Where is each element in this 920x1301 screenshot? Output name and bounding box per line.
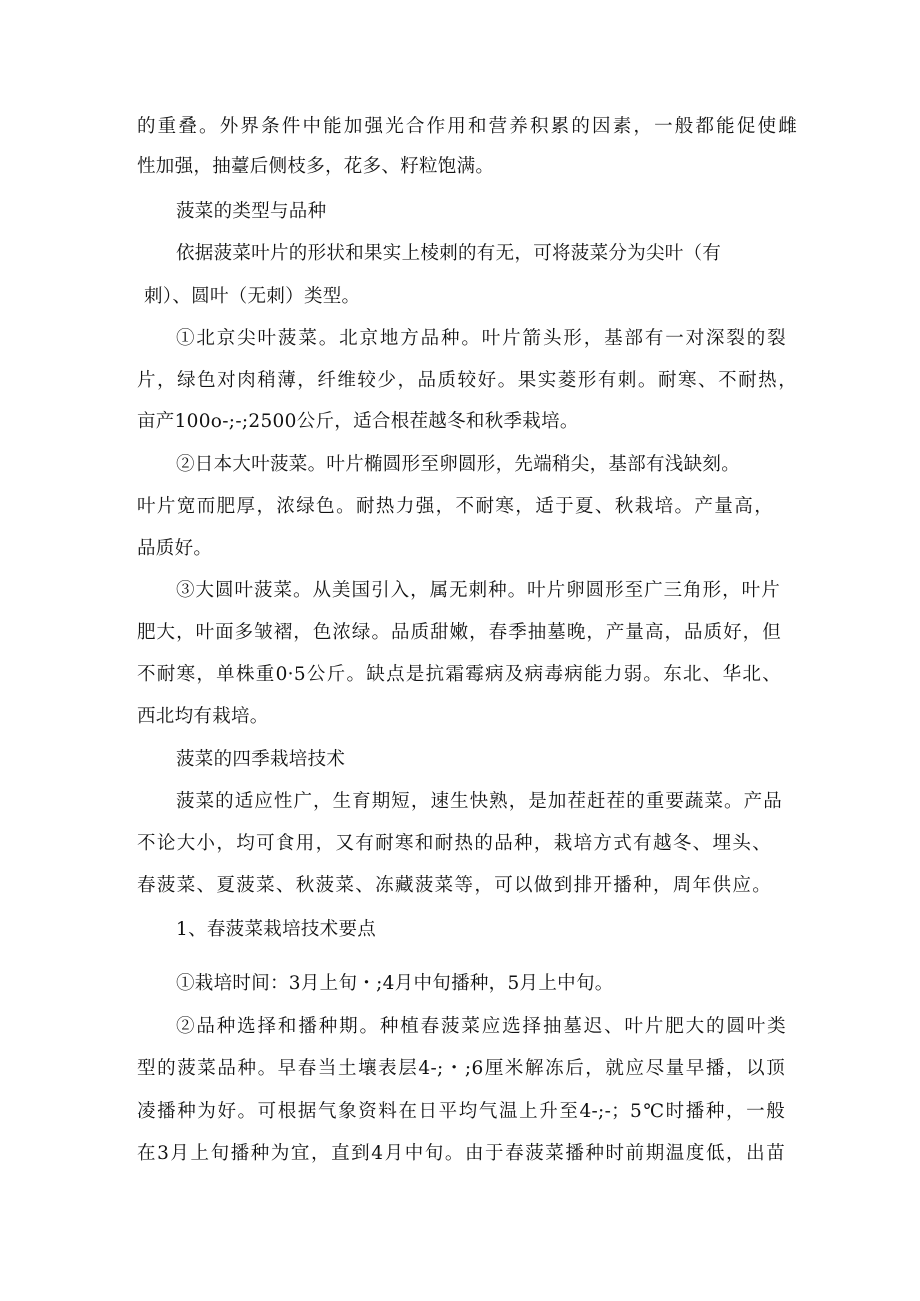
text-line: 不论大小，均可食用，又有耐寒和耐热的品种，栽培方式有越冬、埋头、 xyxy=(137,833,771,854)
text-line: 西北均有栽培。 xyxy=(137,706,269,727)
section-heading: 菠菜的四季栽培技术 xyxy=(176,749,346,770)
text-line: 叶片宽而肥厚，浓绿色。耐热力强，不耐寒，适于夏、秋栽培。产量高， xyxy=(137,496,773,517)
text-line: 型的菠菜品种。早春当土壤表层4-;・;6厘米解冻后，就应尽量早播，以顶 xyxy=(137,1058,785,1079)
text-line: ①栽培时间：3月上旬・;4月中旬播种，5月上中旬。 xyxy=(176,973,614,994)
text-line: 片，绿色对肉稍薄，纤维较少，品质较好。果实菱形有刺。耐寒、不耐热， xyxy=(137,370,797,391)
section-heading: 菠菜的类型与品种 xyxy=(176,201,327,222)
text-line: 性加强，抽薹后侧枝多，花多、籽粒饱满。 xyxy=(137,156,495,177)
text-line: 在3月上旬播种为宜，直到4月中旬。由于春菠菜播种时前期温度低，出苗 xyxy=(137,1143,785,1164)
text-line: 亩产100o-;-;2500公斤，适合根茬越冬和秋季栽培。 xyxy=(137,411,579,432)
section-heading: 1、春菠菜栽培技术要点 xyxy=(176,919,377,940)
text-line: 依据菠菜叶片的形状和果实上棱刺的有无，可将菠菜分为尖叶（有 xyxy=(176,243,722,264)
text-line: ③大圆叶菠菜。从美国引入，属无刺种。叶片卵圆形至广三角形，叶片 xyxy=(176,580,780,601)
text-line: 春菠菜、夏菠菜、秋菠菜、冻藏菠菜等，可以做到排开播种，周年供应。 xyxy=(137,875,771,896)
text-line: ②日本大叶菠菜。叶片椭圆形至卵圆形，先端稍尖，基部有浅缺刻。 xyxy=(176,454,741,475)
text-line: 凌播种为好。可根据气象资料在日平均气温上升至4-;-；5℃时播种，一般 xyxy=(137,1101,785,1122)
text-line: 刺）、圆叶（无刺）类型。 xyxy=(144,286,361,307)
text-line: ①北京尖叶菠菜。北京地方品种。叶片箭头形，基部有一对深裂的裂 xyxy=(176,328,786,349)
text-line: 肥大，叶面多皱褶，色浓绿。品质甜嫩，春季抽墓晚，产量高，品质好，但 xyxy=(137,622,781,643)
text-line: 品质好。 xyxy=(137,538,213,559)
text-line: 不耐寒，单株重0·5公斤。缺点是抗霜霉病及病毒病能力弱。东北、华北、 xyxy=(137,664,781,685)
text-line: 的重叠。外界条件中能加强光合作用和营养积累的因素，一般都能促使雌 xyxy=(137,116,797,137)
text-line: 菠菜的适应性广，生育期短，速生快熟，是加茬赶茬的重要蔬菜。产品 xyxy=(176,791,782,812)
text-line: ②品种选择和播种期。种植春菠菜应选择抽墓迟、叶片肥大的圆叶类 xyxy=(176,1016,786,1037)
